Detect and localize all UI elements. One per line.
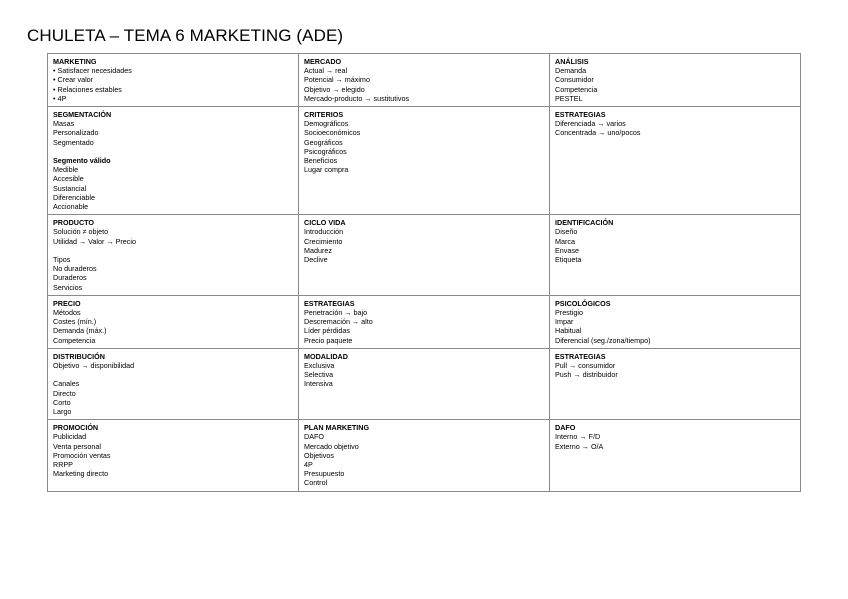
section-title: ANÁLISIS — [555, 57, 589, 66]
section-cell — [550, 54, 801, 107]
list-item: Masas — [53, 119, 75, 129]
list-item: Canales — [53, 379, 80, 389]
subsection-title: Segmento válido — [53, 156, 111, 166]
list-item: RRPP — [53, 460, 73, 470]
cheat-sheet-table — [47, 53, 801, 492]
list-item: Accesible — [53, 174, 84, 184]
section-title: PROMOCIÓN — [53, 423, 99, 433]
list-item: Diferenciable — [53, 192, 95, 202]
section-cell — [550, 215, 801, 296]
list-item: Promoción ventas — [53, 450, 111, 460]
list-item: Descremación → alto — [304, 317, 373, 327]
section-title: MODALIDAD — [304, 351, 348, 361]
list-item: Envase — [555, 245, 579, 255]
list-item: Psicográficos — [304, 146, 347, 156]
list-item: Personalizado — [53, 128, 99, 138]
section-cell — [48, 107, 299, 215]
list-item: Prestigio — [555, 308, 583, 318]
list-item: Duraderos — [53, 273, 87, 283]
list-item: Consumidor — [555, 75, 594, 85]
list-item: Mercado-producto → sustitutivos — [304, 93, 410, 103]
list-item: Diferencial (seg./zona/tiempo) — [555, 335, 651, 345]
section-title: PRECIO — [53, 298, 81, 308]
list-item: DAFO — [304, 432, 324, 442]
list-item: Líder pérdidas — [304, 326, 350, 336]
list-item: Venta personal — [53, 441, 101, 451]
section-cell — [550, 107, 801, 215]
page-title: CHULETA – TEMA 6 MARKETING (ADE) — [27, 26, 344, 45]
section-title: CICLO VIDA — [304, 218, 346, 228]
section-cell — [299, 107, 550, 215]
list-item: Tipos — [53, 255, 71, 265]
table-row — [48, 54, 801, 107]
list-item: Geográficos — [304, 137, 343, 147]
list-item: Mercado objetivo — [304, 441, 359, 451]
list-item: Objetivo → elegido — [304, 84, 365, 94]
list-item: Presupuesto — [304, 469, 345, 479]
list-item: Segmentado — [53, 137, 94, 147]
list-item: • 4P — [53, 93, 67, 103]
list-item: Declive — [304, 255, 328, 265]
list-item: Introducción — [304, 227, 344, 237]
section-title: ESTRATEGIAS — [304, 298, 355, 308]
list-item: Competencia — [555, 84, 598, 94]
section-title: DISTRIBUCIÓN — [53, 351, 105, 361]
list-item: Largo — [53, 407, 72, 417]
section-cell — [299, 420, 550, 491]
list-item: Directo — [53, 388, 76, 398]
list-item: Actual → real — [304, 66, 348, 76]
list-item: • Satisfacer necesidades — [53, 66, 132, 76]
list-item: Objetivo → disponibilidad — [53, 361, 135, 371]
block-spacer — [53, 246, 294, 255]
list-item: Solución ≠ objeto — [53, 227, 109, 237]
block-spacer — [53, 147, 294, 156]
section-cell — [550, 420, 801, 491]
table-row — [48, 348, 801, 419]
list-item: Selectiva — [304, 370, 334, 380]
table-row — [48, 215, 801, 296]
section-title: PSICOLÓGICOS — [555, 298, 611, 308]
section-title: PRODUCTO — [53, 218, 94, 228]
list-item: Interno → F/D — [555, 432, 601, 442]
section-cell — [48, 54, 299, 107]
cheat-sheet-body — [48, 54, 801, 492]
list-item: • Relaciones estables — [53, 84, 122, 94]
list-item: Servicios — [53, 282, 83, 292]
section-title: CRITERIOS — [304, 110, 344, 120]
table-row — [48, 107, 801, 215]
list-item: Objetivos — [304, 450, 334, 460]
list-item: Penetración → bajo — [304, 308, 368, 318]
section-cell — [299, 215, 550, 296]
list-item: Demanda — [555, 66, 587, 76]
list-item: Madurez — [304, 245, 332, 255]
section-cell — [48, 348, 299, 419]
list-item: Demográficos — [304, 119, 349, 129]
list-item: Exclusiva — [304, 361, 335, 371]
list-item: Concentrada → uno/pocos — [555, 128, 641, 138]
list-item: Crecimiento — [304, 236, 343, 246]
list-item: Intensiva — [304, 379, 333, 389]
list-item: Medible — [53, 165, 79, 175]
section-title: ESTRATEGIAS — [555, 110, 606, 120]
section-title: ESTRATEGIAS — [555, 351, 606, 361]
list-item: Corto — [53, 397, 71, 407]
section-title: SEGMENTACIÓN — [53, 110, 112, 120]
section-title: IDENTIFICACIÓN — [555, 218, 614, 228]
list-item: PESTEL — [555, 93, 583, 103]
section-title: MARKETING — [53, 57, 97, 66]
table-row — [48, 420, 801, 491]
list-item: Utilidad → Valor → Precio — [53, 236, 136, 246]
block-spacer — [53, 370, 294, 379]
list-item: Etiqueta — [555, 255, 582, 265]
list-item: Diferenciada → varios — [555, 119, 626, 129]
list-item: Accionable — [53, 202, 89, 212]
list-item: Lugar compra — [304, 165, 349, 175]
section-cell — [299, 54, 550, 107]
list-item: Métodos — [53, 308, 81, 318]
list-item: Control — [304, 478, 328, 488]
list-item: Externo → O/A — [555, 441, 604, 451]
list-item: Competencia — [53, 335, 96, 345]
list-item: Costes (mín.) — [53, 317, 97, 327]
section-cell — [299, 348, 550, 419]
list-item: Demanda (máx.) — [53, 326, 107, 336]
section-cell — [299, 295, 550, 348]
section-cell — [48, 420, 299, 491]
table-row — [48, 295, 801, 348]
list-item: Socioeconómicos — [304, 128, 361, 138]
list-item: Push → distribuidor — [555, 370, 618, 380]
section-cell — [48, 295, 299, 348]
list-item: • Crear valor — [53, 75, 94, 85]
list-item: Impar — [555, 317, 574, 327]
section-title: MERCADO — [304, 57, 342, 66]
list-item: Marca — [555, 236, 575, 246]
section-title: PLAN MARKETING — [304, 423, 370, 433]
list-item: Diseño — [555, 227, 578, 237]
list-item: Habitual — [555, 326, 582, 336]
section-cell — [48, 215, 299, 296]
list-item: Marketing directo — [53, 469, 109, 479]
list-item: Publicidad — [53, 432, 87, 442]
list-item: 4P — [304, 460, 313, 470]
section-cell — [550, 348, 801, 419]
list-item: Potencial → máximo — [304, 75, 370, 85]
list-item: Precio paquete — [304, 335, 353, 345]
list-item: No duraderos — [53, 264, 97, 274]
list-item: Beneficios — [304, 156, 338, 166]
list-item: Pull → consumidor — [555, 361, 616, 371]
list-item: Sustancial — [53, 183, 87, 193]
section-cell — [550, 295, 801, 348]
section-title: DAFO — [555, 423, 576, 433]
